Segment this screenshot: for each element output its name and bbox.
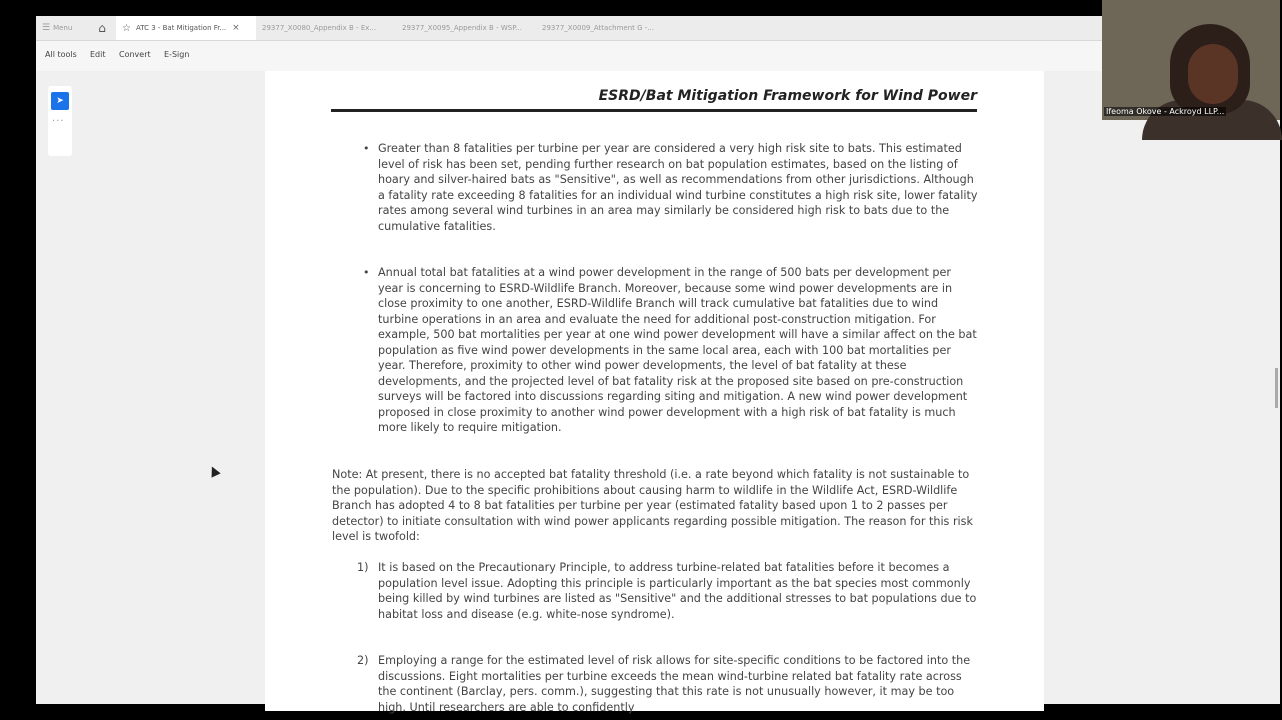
tab-label: 29377_X0095_Appendix B - WSP... [402,24,523,32]
menu-button[interactable] [42,16,82,40]
tab-document-4[interactable] [536,16,676,40]
tab-bar [36,16,1280,41]
more-tools-icon[interactable]: ··· [52,116,65,127]
cursor-icon: ➤ [56,96,64,106]
bullet-paragraph-1: Greater than 8 fatalities per turbine per year are considered a very high risk site to bats. This estimated level of risk has been set, pending further research on bat population estimates, based on the listing of hoary and silver-haired bats as "Sensitive", as well as recommendations from other jurisdictions. Although a fatality rate exceeding 8 fatalities for an individual wind turbine constitutes a high risk site, lower fatality rates among several wind turbines in an area may similarly be considered high risk to bats due to the cumulative fatalities. [378,142,978,233]
home-icon: ⌂ [98,21,106,35]
video-call-thumbnail[interactable] [1102,0,1280,120]
scrollbar-thumb[interactable] [1275,368,1278,408]
document-page [265,71,1044,714]
tab-document-3[interactable] [396,16,536,40]
list-item-1: It is based on the Precautionary Principle, to address turbine-related bat fatalities before it becomes a population level issue. Adopting this principle is particularly important as the bat species most commonly being killed by wind turbines are listed as "Sensitive" and the additional stresses to bat populations due to habitat loss and disease (e.g. white-nose syndrome). [378,561,977,621]
edit-button[interactable]: Edit [90,50,106,59]
list-number: 1) [357,561,369,574]
tab-active-document[interactable] [116,16,256,40]
tab-label: ATC 3 - Bat Mitigation Fr... [135,24,227,32]
document-title: ESRD/Bat Mitigation Framework for Wind Power [331,89,977,112]
star-icon[interactable]: ☆ [122,22,131,34]
note-paragraph: Note: At present, there is no accepted bat fatality threshold (i.e. a rate beyond which fatality is not sustainable to the population). Due to the specific prohibitions about causing harm to wildlife in the Wildlife Act, ESRD-Wildlife Branch has adopted 4 to 8 bat fatalities per turbine per year (estimated fatality based upon 1 to 2 passes per detector) to initiate consultation with wind power applicants regarding possible mitigation. The reason for this risk level is twofold: [332,468,973,543]
tab-document-2[interactable] [256,16,396,40]
esign-button[interactable]: E-Sign [164,50,190,59]
hamburger-icon: ☰ [42,23,51,33]
bullet-paragraph-2: Annual total bat fatalities at a wind power development in the range of 500 bats per development per year is concerning to ESRD-Wildlife Branch. Moreover, because some wind power developments are in close proximity to one another, ESRD-Wildlife Branch will track cumulative bat fatalities due to wind turbine operations in an area and evaluate the need for additional post-construction mitigation. For example, 500 bat mortalities per year at one wind power development will have a similar affect on the bat population as five wind power developments in the same local area, each with 100 bat mortalities per year. Therefore, proximity to other wind power developments, the level of bat fatality at these developments, and the projected level of bat fatality risk at the proposed site based on pre-construction surveys will be factored into discussions regarding siting and mitigation. A new wind power development proposed in close proximity to another wind power development with a high risk of bat fatality is much more likely to require mitigation. [378,266,977,434]
tab-label: 29377_X0009_Attachment G -... [542,24,654,32]
list-item-2: Employing a range for the estimated level of risk allows for site-specific conditions to be factored into the discussions. Eight mortalities per turbine exceeds the mean wind-turbine related bat fatality rate across the continent (Barclay, pers. comm.), suggesting that this rate is not unusually however, it may be too high. Until researchers are able to confidently [378,654,971,714]
list-number: 2) [357,654,369,667]
close-icon[interactable]: × [232,23,240,33]
all-tools-button[interactable]: All tools [45,50,77,59]
participant-name: Ifeoma Okove - Ackroyd LLP... [1106,107,1225,116]
participant-face [1188,44,1238,104]
pdf-viewer-window [36,16,1280,714]
bullet-icon: • [363,142,370,155]
menu-label: Menu [53,24,73,32]
toolbar [36,41,1280,71]
tab-label: 29377_X0080_Appendix B - Ex... [262,24,377,32]
bullet-icon: • [363,266,370,279]
home-button[interactable] [92,16,112,40]
select-tool-button[interactable] [51,92,69,110]
quick-tools-panel [48,86,72,156]
convert-button[interactable]: Convert [119,50,151,59]
